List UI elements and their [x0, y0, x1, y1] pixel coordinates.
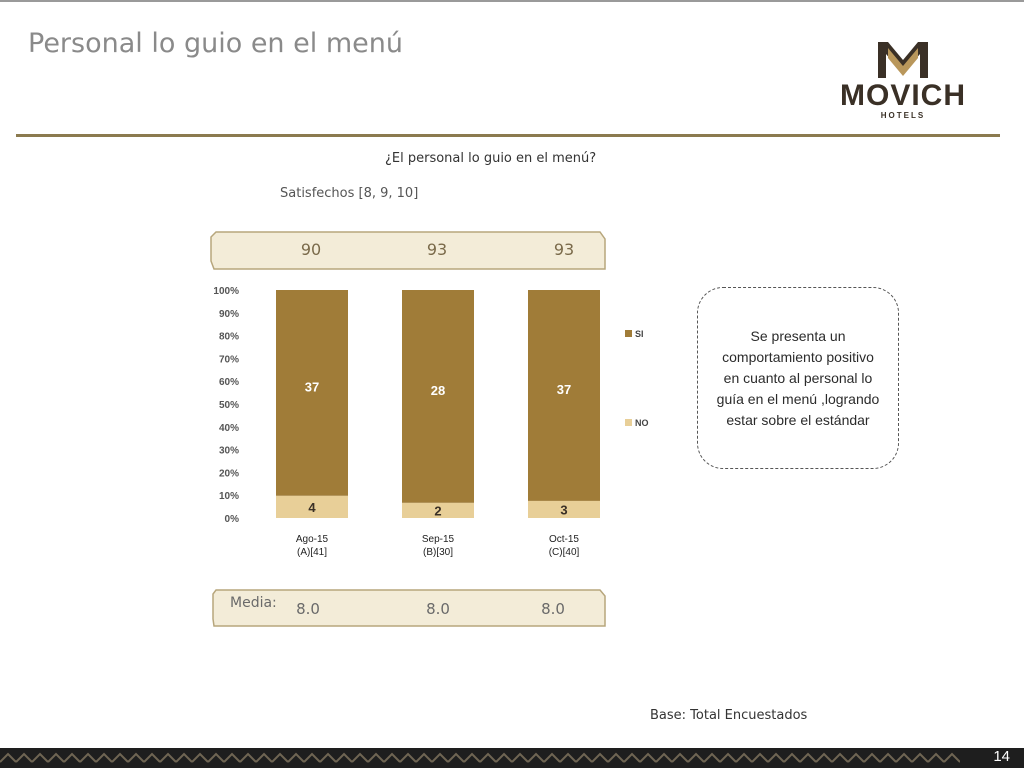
legend-label-si: SI: [635, 329, 644, 339]
data-label: 4: [308, 499, 316, 515]
y-tick-label: 40%: [218, 422, 239, 434]
note-text: Se presenta un comportamiento positivo en cuanto al personal lo guía en el menú ,logrando estar sobre el estándar: [716, 327, 880, 428]
footer-bar: [0, 748, 1024, 768]
x-tick-label: Sep-15: [421, 534, 455, 545]
x-tick-label: (A)[41]: [296, 547, 328, 558]
logo-subtext: HOTELS: [880, 111, 926, 120]
header-rule: [16, 134, 1000, 137]
satisfied-value: 90: [300, 240, 322, 259]
logo-text: MOVICH: [840, 79, 966, 112]
data-label: 37: [556, 382, 572, 398]
y-tick-label: 10%: [218, 491, 239, 503]
legend-swatch-si: [625, 330, 632, 337]
media-value: 8.0: [296, 600, 320, 618]
media-banner: [212, 589, 606, 627]
y-tick-label: 70%: [218, 354, 239, 366]
media-value: 8.0: [426, 600, 450, 618]
page-number: 14: [993, 748, 1010, 765]
data-label: 2: [434, 503, 442, 519]
base-note: Base: Total Encuestados: [650, 708, 808, 723]
legend-label-no: NO: [635, 418, 649, 428]
y-tick-label: 100%: [213, 286, 239, 297]
y-tick-label: 60%: [218, 377, 239, 389]
legend-swatch-no: [625, 419, 632, 426]
y-tick-label: 80%: [218, 331, 239, 343]
chart-question: ¿El personal lo guio en el menú?: [385, 151, 597, 166]
y-tick-label: 20%: [218, 468, 239, 480]
data-label: 37: [304, 379, 320, 395]
satisfied-value: 93: [553, 240, 575, 259]
y-tick-label: 90%: [218, 308, 239, 320]
data-label: 28: [430, 383, 446, 399]
x-tick-label: (C)[40]: [548, 547, 580, 558]
x-tick-label: Ago-15: [295, 534, 329, 545]
y-tick-label: 30%: [218, 445, 239, 457]
x-tick-label: Oct-15: [548, 534, 580, 545]
page-title: Personal lo guio en el menú: [28, 28, 403, 59]
satisfied-value: 93: [426, 240, 448, 259]
satisfied-banner: [210, 231, 606, 270]
media-label: Media:: [230, 595, 277, 611]
satisfied-label: Satisfechos [8, 9, 10]: [280, 186, 419, 201]
data-label: 3: [560, 502, 568, 518]
movich-logo: [818, 38, 988, 122]
stacked-bar-chart: [200, 280, 660, 565]
x-tick-label: (B)[30]: [422, 547, 454, 558]
note-box: [697, 287, 899, 469]
top-border: [0, 0, 1024, 2]
y-tick-label: 0%: [224, 514, 239, 525]
y-tick-label: 50%: [218, 400, 239, 411]
footer-pattern: [0, 748, 1024, 768]
media-value: 8.0: [541, 600, 565, 618]
